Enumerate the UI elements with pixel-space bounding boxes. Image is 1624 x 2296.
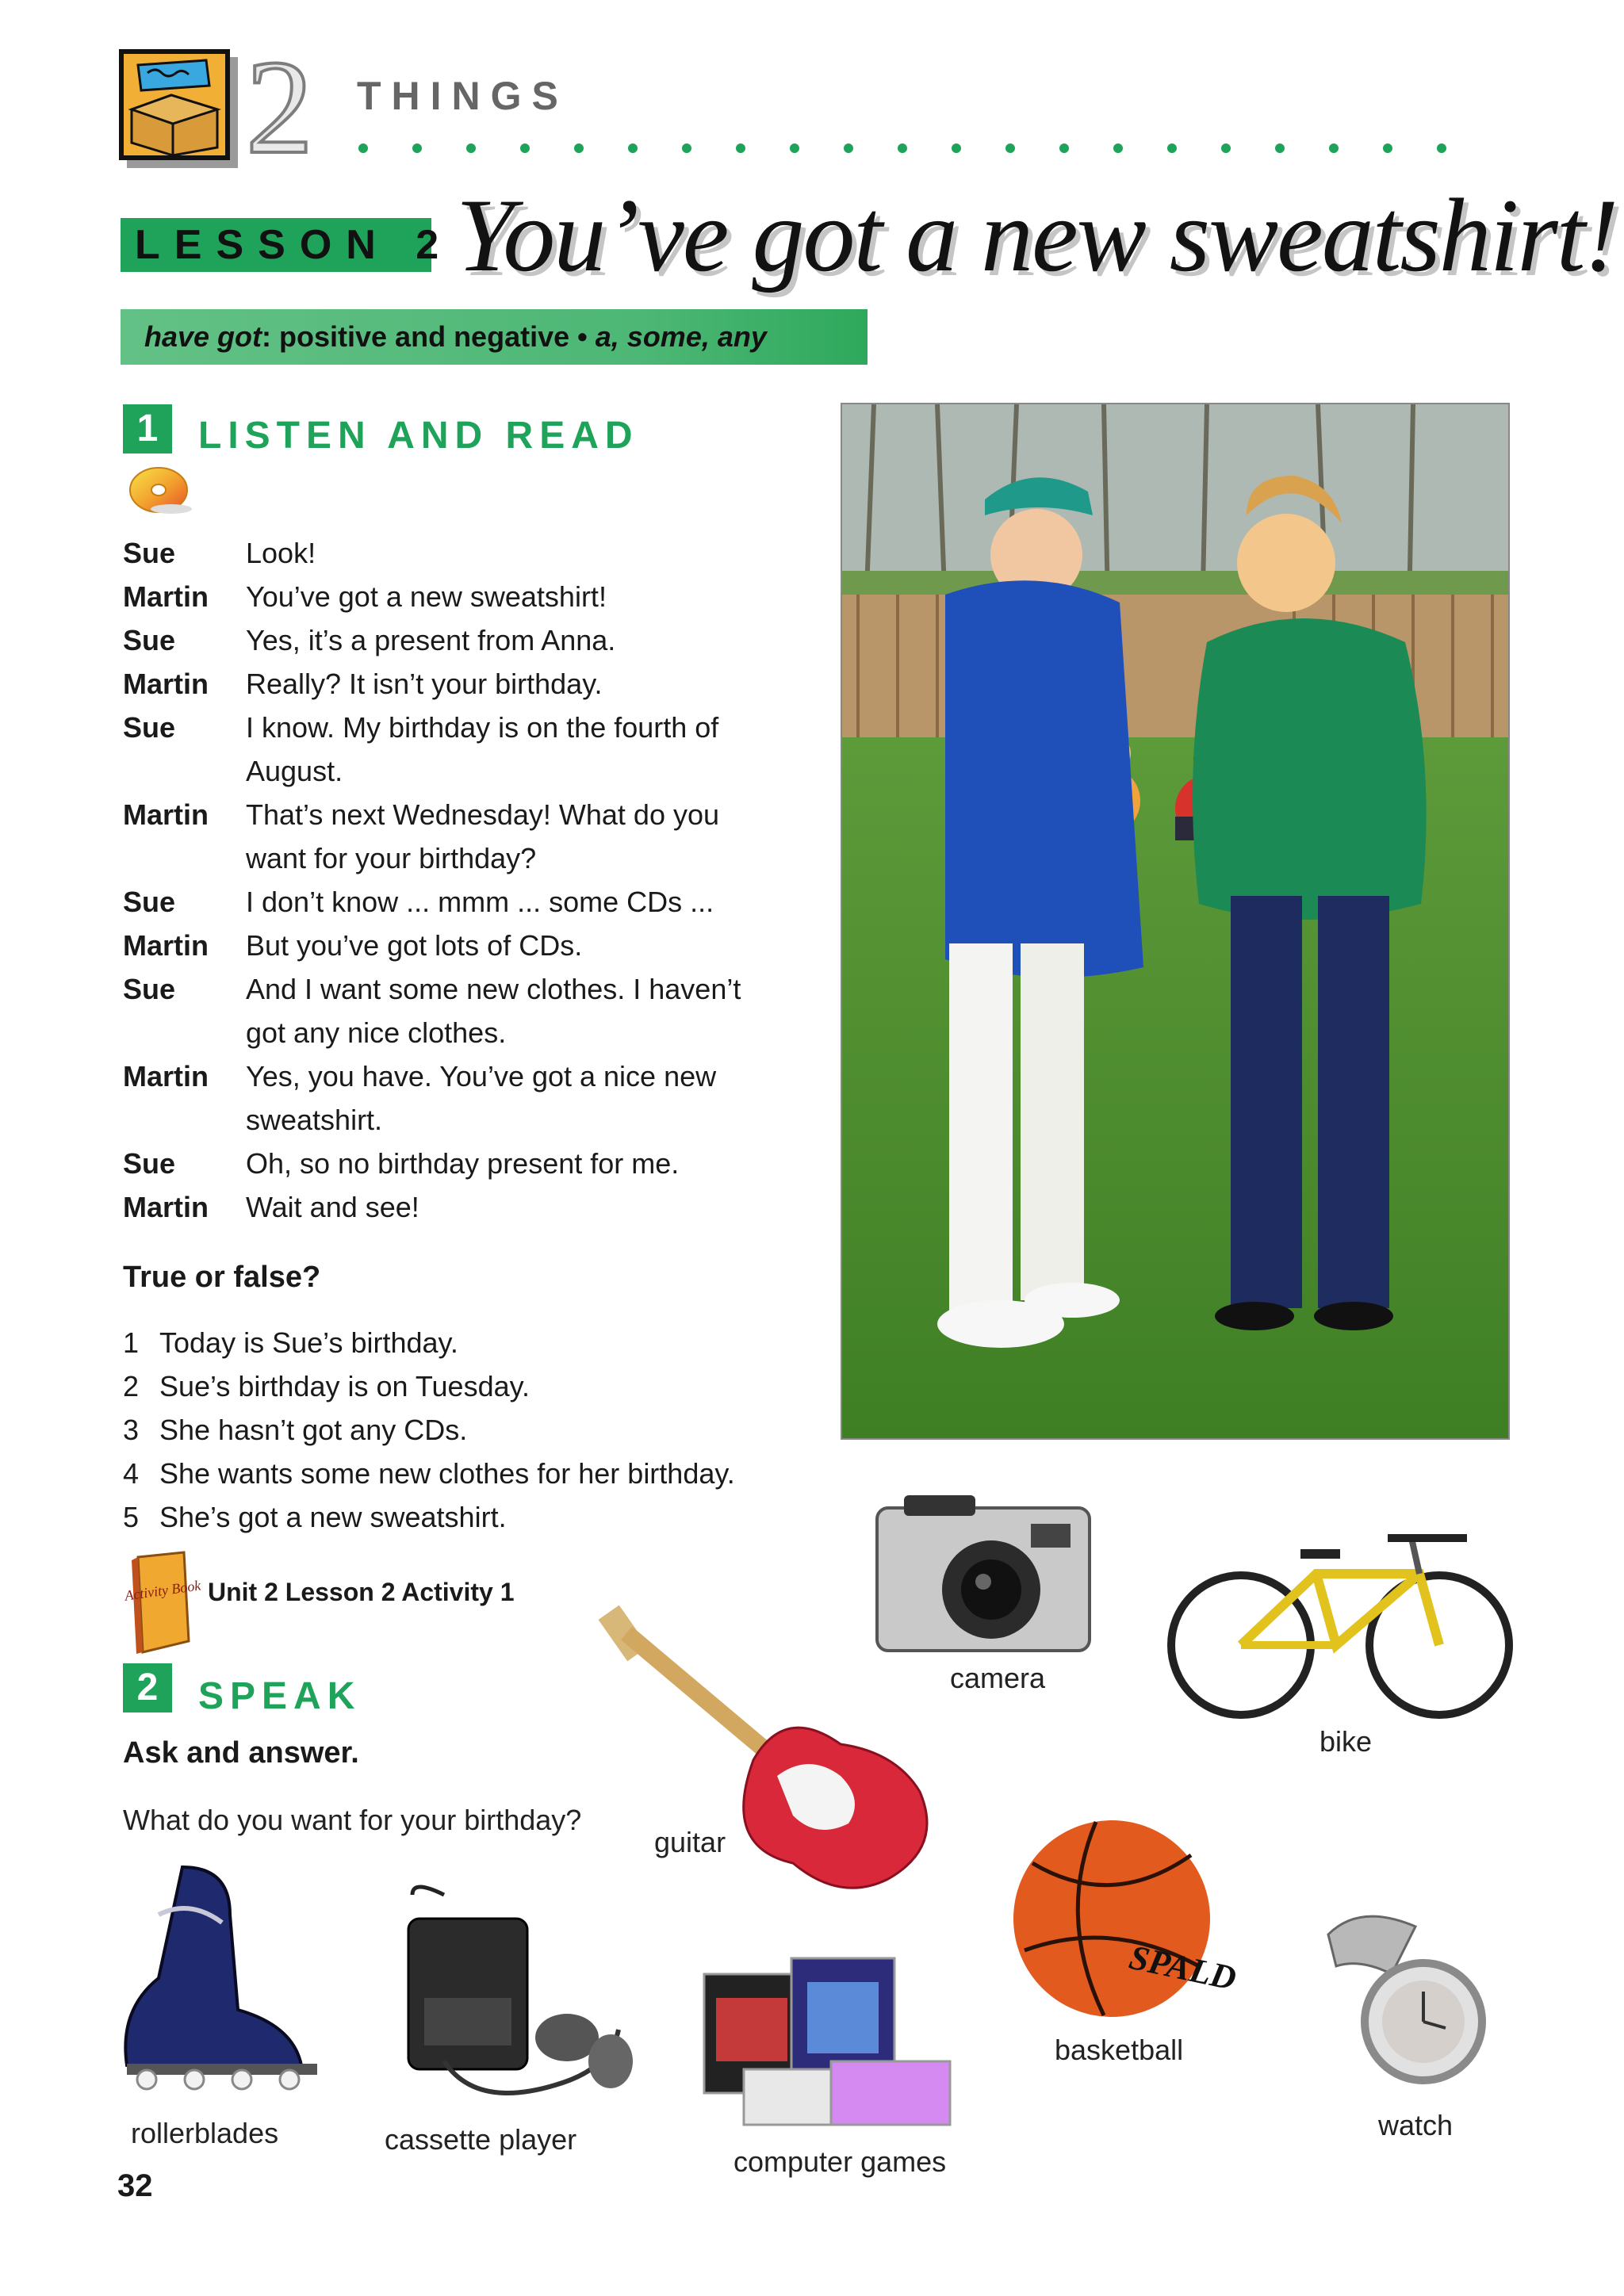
item-number: 4 [123, 1457, 140, 1490]
item-text: Today is Sue’s birthday. [159, 1326, 458, 1359]
page-number: 32 [117, 2168, 153, 2203]
basketball-icon [1009, 1816, 1240, 2022]
watch-label: watch [1378, 2109, 1454, 2141]
activity-book-icon[interactable] [124, 1552, 202, 1655]
cd-icon[interactable] [125, 461, 197, 517]
dialogue-line [123, 967, 773, 1054]
line-text: That’s next Wednesday! What do you want for your birthday? [246, 798, 720, 874]
line-text: Yes, it’s a present from Anna. [246, 624, 616, 656]
activity-reference: Unit 2 Lesson 2 Activity 1 [208, 1578, 515, 1606]
speaker: Sue [123, 711, 176, 744]
computer-games-icon [696, 1950, 966, 2133]
speak-question: What do you want for your birthday? [123, 1804, 582, 1836]
speaker: Sue [123, 973, 176, 1005]
line-text: Oh, so no birthday present for me. [246, 1147, 680, 1180]
dialogue-line [123, 531, 773, 575]
grammar-main: : positive and negative [262, 320, 570, 353]
speaker: Martin [123, 1191, 209, 1223]
activity-book-label: Activity Book [124, 1577, 202, 1604]
dialogue-line [123, 1185, 773, 1229]
grammar-prefix: have got [144, 320, 262, 353]
watch-icon [1320, 1903, 1503, 2093]
item-number: 1 [123, 1326, 140, 1359]
item-number: 5 [123, 1501, 140, 1533]
speaker: Martin [123, 580, 209, 613]
item-number: 3 [123, 1414, 140, 1446]
grammar-focus-bar [121, 309, 868, 365]
list-item [123, 1452, 837, 1495]
speaker: Sue [123, 537, 176, 569]
bike-icon [1166, 1510, 1515, 1724]
grammar-suffix: a, some, any [595, 320, 767, 353]
dotted-rule [357, 139, 1491, 158]
speaker: Sue [123, 624, 176, 656]
section-2-number: 2 [123, 1663, 172, 1712]
dialogue-line [123, 880, 773, 924]
section-1-title: LISTEN AND READ [198, 415, 639, 457]
unit-name: THINGS [357, 74, 569, 118]
line-text: But you’ve got lots of CDs. [246, 929, 583, 962]
svg-text:SPALD: SPALD [1125, 1937, 1240, 1999]
item-text: Sue’s birthday is on Tuesday. [159, 1370, 530, 1402]
speak-instruction: Ask and answer. [123, 1736, 359, 1770]
speaker: Martin [123, 668, 209, 700]
speaker: Martin [123, 1060, 209, 1093]
line-text: Wait and see! [246, 1191, 419, 1223]
section-2-title: SPEAK [198, 1675, 362, 1717]
basketball-label: basketball [1055, 2034, 1184, 2066]
list-item [123, 1321, 837, 1364]
cassette-player-icon [396, 1879, 634, 2101]
dialogue-line [123, 793, 773, 880]
list-item [123, 1364, 837, 1408]
bike-label: bike [1320, 1725, 1373, 1758]
item-text: She hasn’t got any CDs. [159, 1414, 468, 1446]
list-item [123, 1495, 837, 1539]
line-text: Really? It isn’t your birthday. [246, 668, 603, 700]
rollerblades-icon [111, 1859, 349, 2089]
line-text: I don’t know ... mmm ... some CDs ... [246, 886, 714, 918]
true-false-heading: True or false? [123, 1261, 321, 1294]
lesson-title: You’ve got a new sweatshirt! [456, 177, 1618, 293]
line-text: And I want some new clothes. I haven’t got any nice clothes. [246, 973, 741, 1049]
dialogue [123, 531, 773, 1229]
dialogue-line [123, 924, 773, 967]
camera-label: camera [950, 1662, 1046, 1694]
cassette-player-label: cassette player [385, 2123, 577, 2156]
grammar-bullet: • [577, 320, 588, 353]
line-text: Yes, you have. You’ve got a nice new sweatshirt. [246, 1060, 717, 1136]
speaker: Sue [123, 1147, 176, 1180]
item-number: 2 [123, 1370, 140, 1402]
section-1-number: 1 [123, 404, 172, 453]
dialogue-line [123, 618, 773, 662]
dialogue-line [123, 575, 773, 618]
dialogue-line [123, 662, 773, 706]
rollerblades-label: rollerblades [131, 2117, 279, 2149]
lesson-label: LESSON 2 [121, 218, 431, 272]
speaker: Martin [123, 798, 209, 831]
unit-box-icon [119, 49, 230, 160]
list-item [123, 1408, 837, 1452]
photo-park-scene [841, 403, 1510, 1440]
computer-games-label: computer games [733, 2145, 947, 2178]
dialogue-line [123, 706, 773, 793]
line-text: I know. My birthday is on the fourth of August. [246, 711, 719, 787]
dialogue-line [123, 1142, 773, 1185]
dialogue-line [123, 1054, 773, 1142]
guitar-icon [603, 1601, 936, 1887]
item-text: She wants some new clothes for her birthday. [159, 1457, 735, 1490]
line-text: You’ve got a new sweatshirt! [246, 580, 607, 613]
speaker: Sue [123, 886, 176, 918]
true-false-list [123, 1321, 837, 1539]
speaker: Martin [123, 929, 209, 962]
line-text: Look! [246, 537, 316, 569]
item-text: She’s got a new sweatshirt. [159, 1501, 507, 1533]
guitar-label: guitar [654, 1826, 726, 1858]
unit-number: 2 [246, 33, 313, 182]
